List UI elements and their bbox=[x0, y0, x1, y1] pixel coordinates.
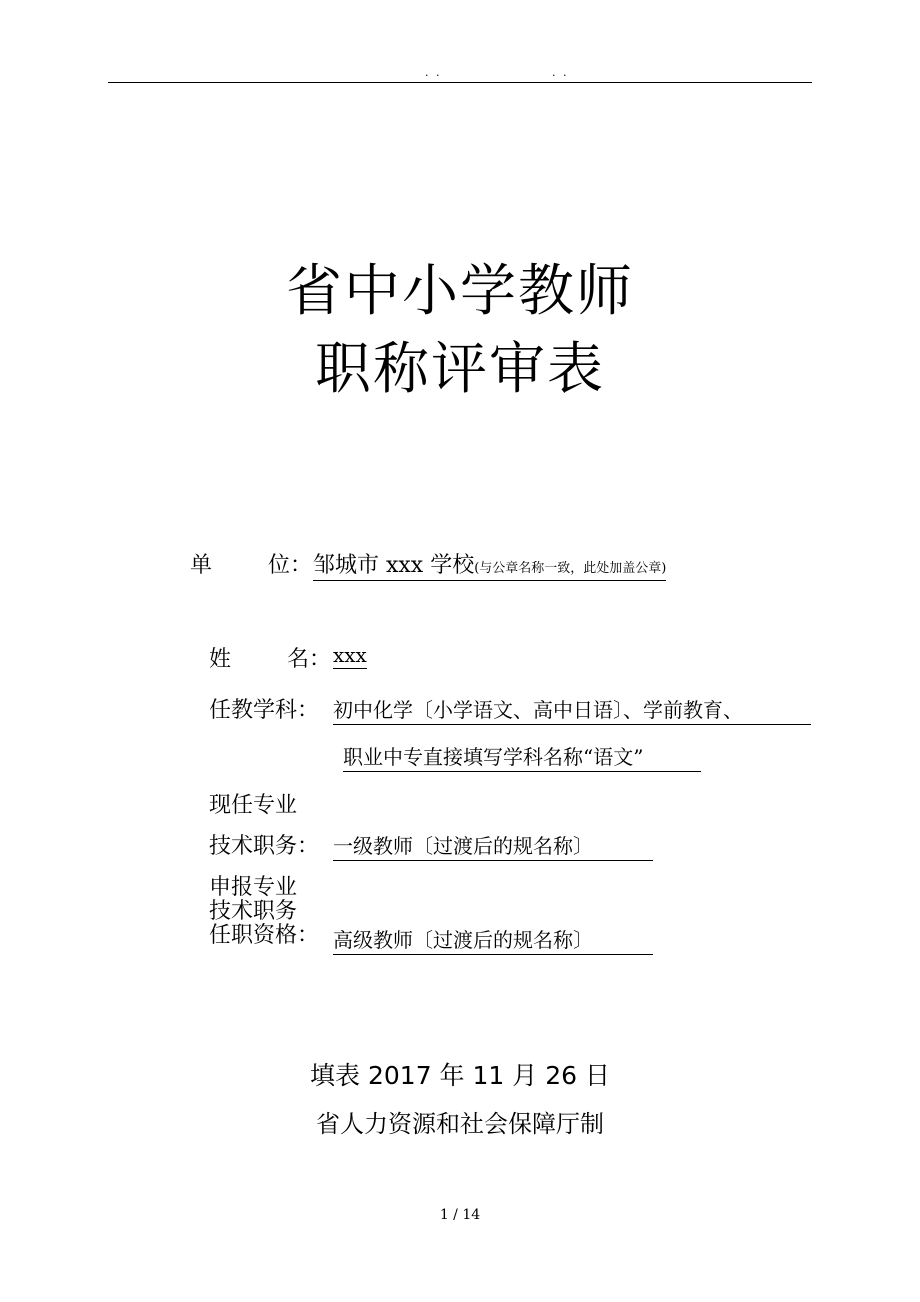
applied-title-label-group bbox=[209, 876, 319, 948]
applied-title-label-line-1: 申报专业 bbox=[209, 875, 298, 900]
page-title-line-2: 职称评审表 bbox=[315, 337, 605, 402]
applied-title-value: 高级教师〔过渡后的规名称〕 bbox=[333, 924, 653, 955]
header-mark-right: . . bbox=[552, 66, 569, 79]
subject-value-line-1: 初中化学〔小学语文、高中日语〕、学前教育、 bbox=[333, 694, 811, 725]
page-number: 1 / 14 bbox=[439, 1207, 481, 1223]
fill-date: 填表 2017 年 11 月 26 日 bbox=[310, 1061, 610, 1090]
subject-label: 任教学科： bbox=[209, 698, 320, 723]
subject-value-line-2: 职业中专直接填写学科名称“语文” bbox=[343, 741, 701, 772]
unit-value: 邹城市 xxx 学校 bbox=[313, 553, 475, 578]
header-rule bbox=[108, 82, 812, 83]
header-mark-left: . . bbox=[425, 66, 442, 79]
applied-title-label-line-3: 任职资格： bbox=[209, 923, 320, 948]
unit-note: (与公章名称一致，此处加盖公章) bbox=[474, 561, 667, 576]
name-value: xxx bbox=[333, 643, 367, 667]
current-title-label-line-1: 现任专业 bbox=[209, 793, 298, 818]
issuer: 省人力资源和社会保障厅制 bbox=[316, 1110, 604, 1138]
applied-title-label-line-2: 技术职务 bbox=[209, 899, 298, 924]
name-label: 姓 名： bbox=[209, 647, 331, 672]
unit-value-group bbox=[313, 548, 666, 581]
unit-label: 单 位： bbox=[190, 553, 312, 578]
current-title-label-line-2: 技术职务： bbox=[209, 834, 320, 859]
page-title-line-1: 省中小学教师 bbox=[286, 259, 634, 324]
current-title-value: 一级教师〔过渡后的规名称〕 bbox=[333, 830, 653, 861]
